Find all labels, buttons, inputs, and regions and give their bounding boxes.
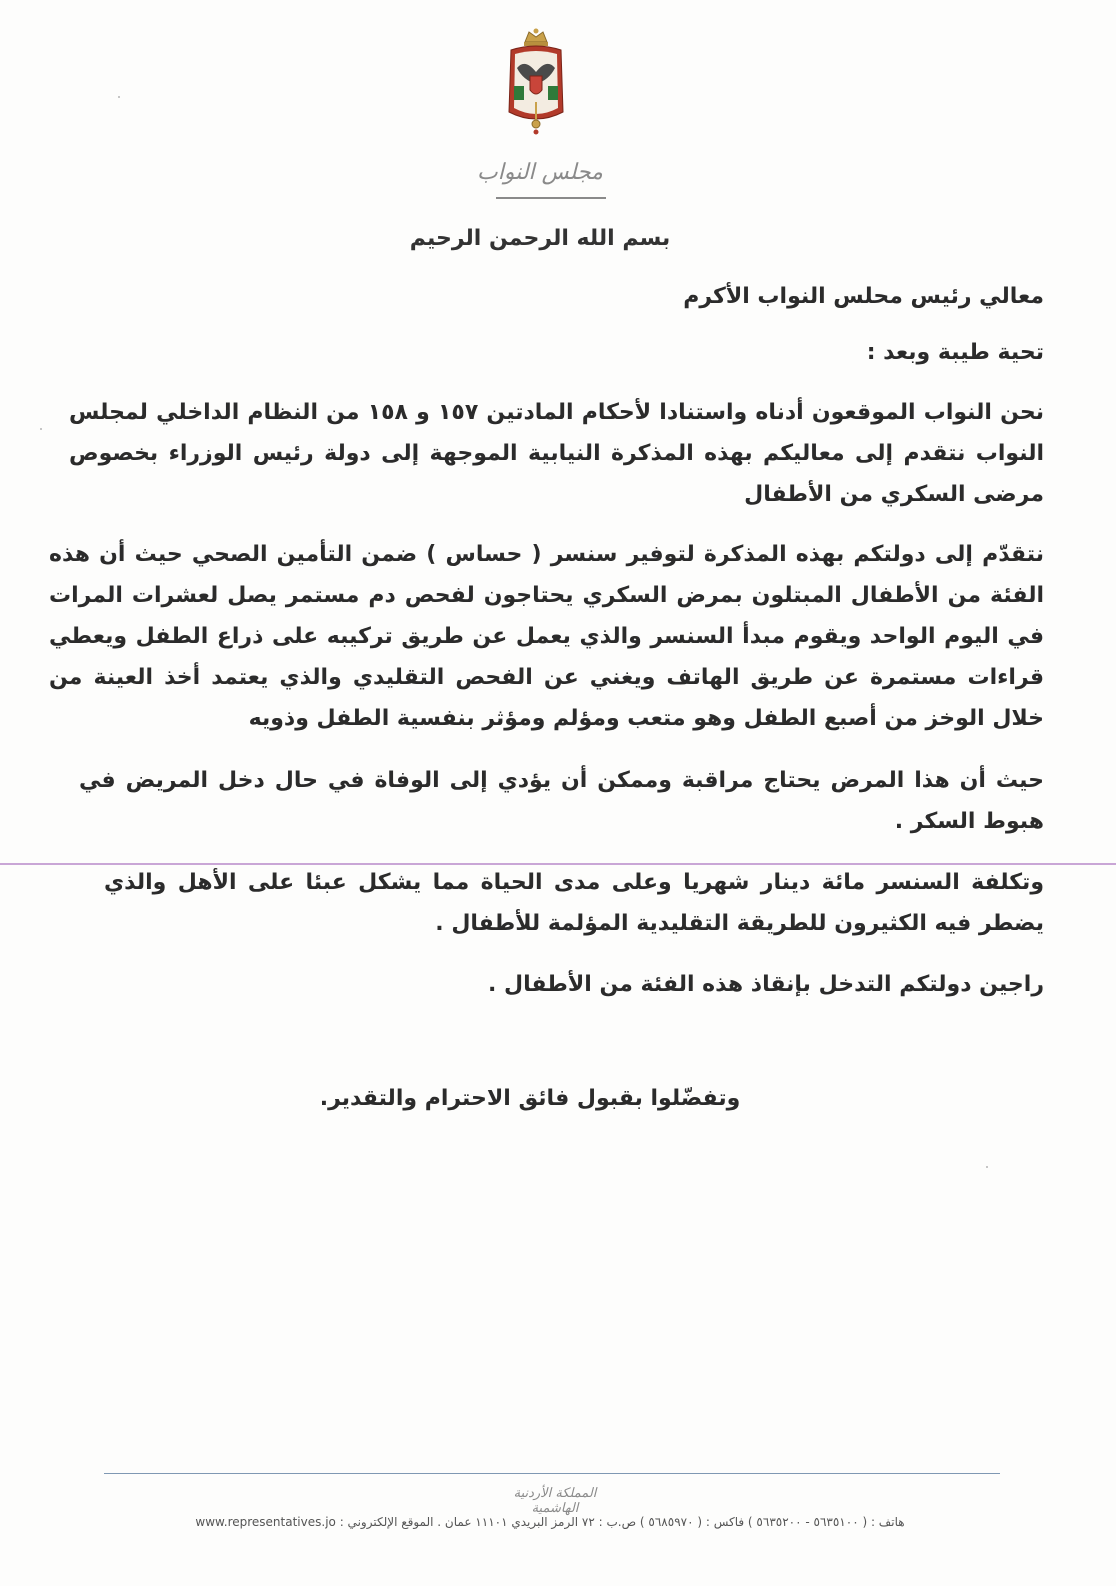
basmala: بسم الله الرحمن الرحيم [409,226,671,251]
footer-logo-text: المملكة الأردنية الهاشمية [513,1486,597,1516]
scan-speck [118,96,120,98]
paragraph-5: راجين دولتكم التدخل بإنقاذ هذه الفئة من الأطفال . [487,972,1044,997]
paragraph-2: نتقدّم إلى دولتكم بهذه المذكرة لتوفير سنسر ( حساس ) ضمن التأمين الصحي حيث أن هذه الفئة من الأطفال المبتلون بمرض السكري يحتاجون لفحص دم مستمر يصل لعشرات المرات في اليوم الواحد ويقوم مبدأ السنسر والذي يعمل عن طريق تركيبه على ذراع الطفل ويعطي قراءات مستمرة عن طريق الهاتف ويغني عن الفحص التقليدي والذي يعتمد أخذ العينة من خلال الوخز من أصبع الطفل وهو متعب ومؤلم ومؤثر بنفسية الطفل وذويه [49,542,1044,731]
scan-speck [986,1166,988,1168]
paragraph-4: وتكلفة السنسر مائة دينار شهريا وعلى مدى الحياة مما يشكل عبئا على الأهل والذي يضطر فيه الكثيرون للطريقة التقليدية المؤلمة للأطفال . [104,870,1044,936]
coat-of-arms-icon [503,28,569,136]
parliament-logo-text: مجلس النواب [477,160,603,185]
paragraph-3: حيث أن هذا المرض يحتاج مراقبة وممكن أن يؤدي إلى الوفاة في حال دخل المريض في هبوط السكر . [79,768,1044,834]
footer-website: www.representatives.jo [195,1515,336,1529]
scan-speck [40,428,42,430]
closing-line: وتفضّلوا بقبول فائق الاحترام والتقدير. [319,1086,741,1111]
paragraph-1: نحن النواب الموقعون أدناه واستنادا لأحكام المادتين ١٥٧ و ١٥٨ من النظام الداخلي لمجلس النواب نتقدم إلى معاليكم بهذه المذكرة النيابية الموجهة إلى دولة رئيس الوزراء بخصوص مرضى السكري من الأطفال [69,400,1044,507]
footer-contact [130,1515,970,1529]
greeting: تحية طيبة وبعد : [866,340,1044,365]
addressee: معالي رئيس محلس النواب الأكرم [683,284,1044,309]
logo-underline [496,197,606,199]
footer-divider [104,1473,1000,1474]
footer-contact-details: هاتف : ( ٥٦٣٥١٠٠ - ٥٦٣٥٢٠٠ ) فاكس : ( ٥٦٨٥٩٧٠ ) ص.ب : ٧٢ الرمز البريدي ١١١٠١ عمان . الموقع الإلكتروني : [339,1515,905,1529]
